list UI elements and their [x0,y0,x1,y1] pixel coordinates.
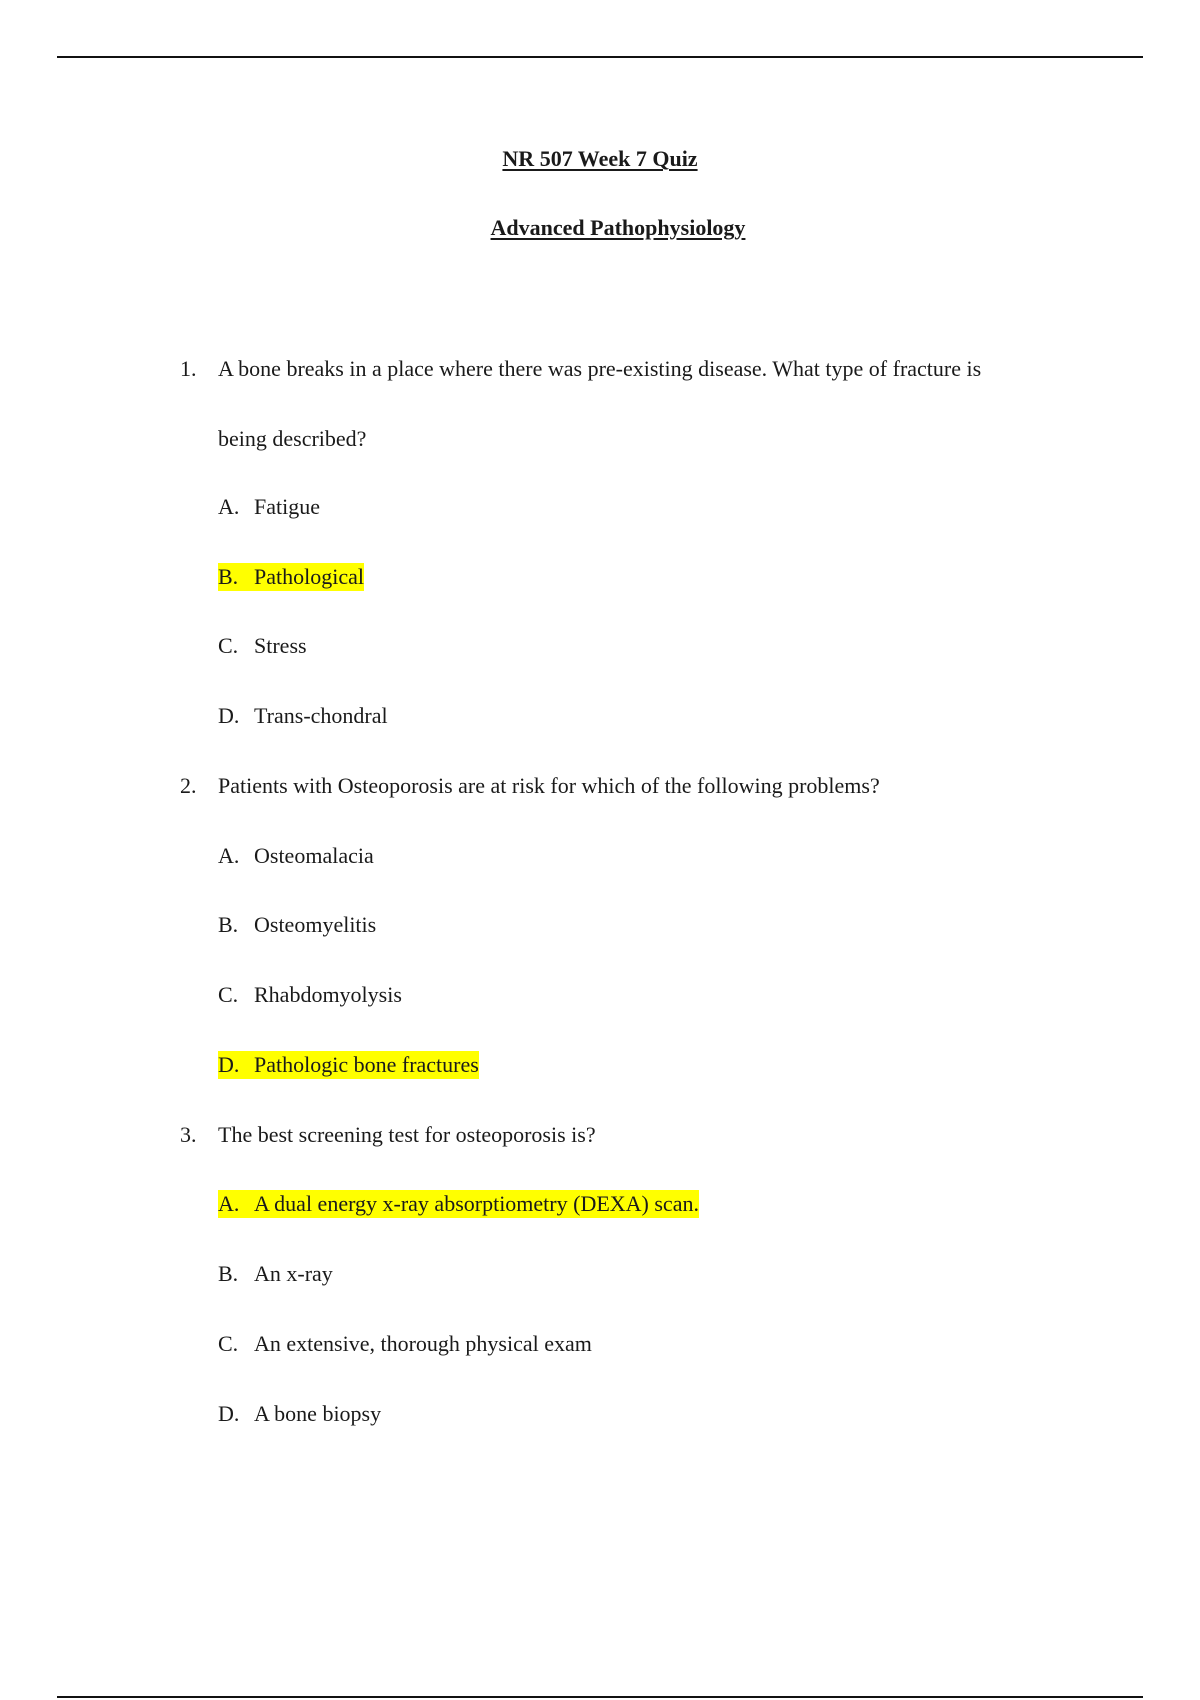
bottom-rule [57,1696,1143,1698]
question-text: A bone breaks in a place where there was pre-existing disease. What type of fracture is [218,356,982,381]
option-letter: A. [218,494,240,519]
answer-option [218,1400,381,1428]
page-subtitle: Advanced Pathophysiology [490,215,746,240]
answer-option [218,632,307,660]
question-number: 2. [180,773,197,798]
option-letter: D. [218,1401,240,1426]
answer-option-highlighted [218,1051,479,1079]
option-letter: D. [218,703,240,728]
option-text: A dual energy x-ray absorptiometry (DEXA) scan. [254,1191,699,1216]
option-letter: A. [218,843,240,868]
page-title: NR 507 Week 7 Quiz [502,146,698,171]
answer-option [218,493,320,521]
answer-option [218,911,376,939]
question-number: 3. [180,1122,197,1147]
option-text: Osteomalacia [254,843,374,868]
option-text: Rhabdomyolysis [254,982,402,1007]
option-letter: A. [218,1191,240,1216]
question-1 [180,355,981,383]
answer-option-highlighted [218,563,364,591]
answer-option [218,702,388,730]
option-text: Osteomyelitis [254,912,377,937]
option-letter: D. [218,1052,240,1077]
option-letter: B. [218,912,239,937]
option-text: An extensive, thorough physical exam [254,1331,592,1356]
option-text: Pathologic bone fractures [254,1052,479,1077]
option-letter: C. [218,1331,239,1356]
answer-option [218,981,402,1009]
top-rule [57,56,1143,58]
question-text: Patients with Osteoporosis are at risk for which of the following problems? [218,773,880,798]
option-text: Pathological [254,564,364,589]
question-2 [180,772,880,800]
question-text: The best screening test for osteoporosis is? [218,1122,596,1147]
option-letter: B. [218,564,239,589]
answer-option-highlighted [218,1190,699,1218]
option-text: A bone biopsy [254,1401,382,1426]
option-text: Fatigue [254,494,320,519]
question-3 [180,1121,596,1149]
option-text: Stress [254,633,307,658]
option-letter: C. [218,982,239,1007]
option-letter: B. [218,1261,239,1286]
question-number: 1. [180,356,197,381]
question-1-continuation: being described? [218,426,367,451]
answer-option [218,842,374,870]
option-text: Trans-chondral [254,703,388,728]
answer-option [218,1330,592,1358]
option-letter: C. [218,633,239,658]
answer-option [218,1260,333,1288]
option-text: An x-ray [254,1261,333,1286]
